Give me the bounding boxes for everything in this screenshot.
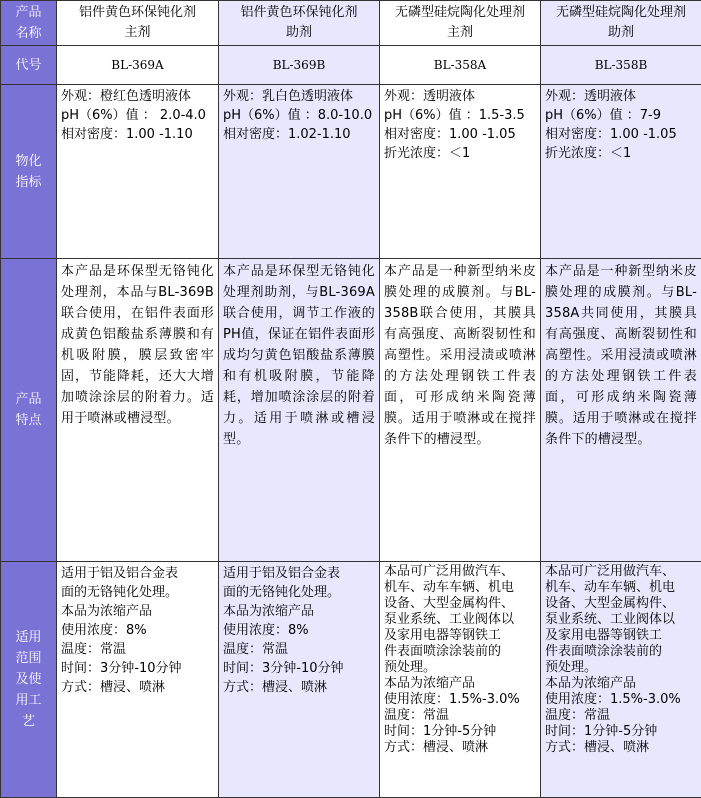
property-line: 外观：透明液体 [384, 89, 476, 104]
usage-cell [541, 562, 701, 798]
row-product-name [1, 1, 701, 46]
row-header-line: 名称 [15, 26, 42, 41]
row-header-features [1, 259, 57, 562]
property-line: pH（6%）值 ：7-9 [545, 108, 662, 123]
usage-line: 本品可广泛用做汽车、 [545, 564, 676, 579]
usage-line: 本品为浓缩产品 [384, 676, 476, 691]
row-header-line: 指标 [15, 174, 42, 190]
usage-line: 本品为浓缩产品 [223, 604, 315, 619]
features-cell [541, 259, 701, 562]
product-name-line: 助剂 [285, 25, 312, 40]
usage-line: 本品可广泛用做汽车、 [384, 564, 515, 579]
usage-line: 时间：3分钟-10分钟 [61, 661, 182, 676]
product-name-line: 主剂 [124, 25, 151, 40]
property-line: 折光浓度：＜1 [384, 146, 471, 161]
property-line: pH（6%）值 ： 2.0-4.0 [61, 108, 206, 123]
usage-line: 温度：常温 [545, 708, 611, 723]
properties-cell [57, 85, 219, 259]
features-cell [219, 259, 380, 562]
row-code [1, 46, 701, 85]
product-name-cell [541, 1, 701, 46]
product-name-line: 铝件黄色环保钝化剂 [240, 5, 358, 20]
usage-line: 设备、大型金属构件、 [545, 596, 676, 611]
usage-line: 预处理。 [545, 660, 598, 675]
usage-line: 温度：常温 [384, 708, 450, 723]
usage-line: 及家用电器等钢铁工 [384, 628, 502, 643]
product-name-line: 铝件黄色环保钝化剂 [78, 5, 196, 20]
property-line: 相对密度：1.00 -1.10 [61, 127, 193, 142]
usage-line: 本品为浓缩产品 [61, 604, 153, 619]
properties-cell [219, 85, 380, 259]
usage-line: 时间：3分钟-10分钟 [223, 661, 344, 676]
usage-line: 方式：槽浸、喷淋 [61, 680, 166, 695]
usage-line: 预处理。 [384, 660, 437, 675]
product-name-cell [57, 1, 219, 46]
row-header-line: 物化 [15, 153, 42, 169]
row-properties [1, 85, 701, 259]
usage-line: 机车、动车车辆、机电 [384, 580, 515, 595]
usage-line: 泵业系统、工业阀体以 [545, 612, 676, 627]
usage-line: 温度：常温 [223, 642, 289, 657]
usage-line: 面的无铬钝化处理。 [223, 585, 341, 600]
row-header-line: 用工 [15, 693, 42, 708]
usage-line: 使用浓度：1.5%-3.0% [545, 692, 681, 707]
row-header-line: 适用 [15, 630, 42, 645]
usage-line: 方式：槽浸、喷淋 [384, 740, 489, 755]
usage-line: 方式：槽浸、喷淋 [545, 740, 650, 755]
usage-cell [57, 562, 219, 798]
feature-text: 本产品是环保型无铬钝化处理剂助剂，与BL-369A联合使用，调节工作液的PH值，保证在铝件表面形成均匀黄色铝酸盐系薄膜和有机吸附膜，节能降耗，增加喷涂涂层的附着力。适用于喷淋或槽浸型。 [223, 264, 375, 447]
feature-text: 本产品是一种新型纳米皮膜处理的成膜剂。与BL-358B联合使用，其膜具有高强度、高断裂韧性和高塑性。采用浸渍或喷淋的方法处理钢铁工件表面，可形成纳米陶瓷薄膜。适用于喷淋或在搅拌条件下的槽浸型。 [384, 264, 536, 447]
property-line: 折光浓度：＜1 [545, 146, 632, 161]
usage-line: 件表面喷涂涂装前的 [545, 644, 663, 659]
usage-line: 本品为浓缩产品 [545, 676, 637, 691]
properties-cell [541, 85, 701, 259]
features-cell [57, 259, 219, 562]
usage-line: 适用于铝及铝合金表 [223, 566, 341, 581]
row-usage [1, 562, 701, 798]
usage-line: 使用浓度：8% [61, 623, 147, 638]
product-name-line: 无磷型硅烷陶化处理剂 [555, 5, 686, 20]
property-line: pH（6%）值 ：8.0-10.0 [223, 108, 373, 123]
property-line: 外观：透明液体 [545, 89, 637, 104]
usage-line: 泵业系统、工业阀体以 [384, 612, 515, 627]
row-header-properties [1, 85, 57, 259]
usage-line: 机车、动车车辆、机电 [545, 580, 676, 595]
product-name-cell [219, 1, 380, 46]
property-line: 相对密度：1.02-1.10 [223, 127, 351, 142]
usage-line: 温度：常温 [61, 642, 127, 657]
row-header-line: 艺 [21, 714, 35, 729]
product-name-line: 无磷型硅烷陶化处理剂 [394, 5, 525, 20]
row-header-line: 范围 [15, 651, 42, 666]
product-code: BL-358B [541, 46, 701, 85]
property-line: 外观：乳白色透明液体 [223, 89, 354, 104]
usage-line: 时间：1分钟-5分钟 [384, 724, 497, 739]
properties-cell [380, 85, 541, 259]
feature-text: 本产品是环保型无铬钝化处理剂，本品与BL-369B联合使用，在铝件表面形成黄色铝酸盐系薄膜和有机吸附膜，膜层致密牢固，节能降耗，还大大增加喷涂涂层的附着力。适用于喷淋或槽浸型。 [61, 264, 214, 426]
property-line: 相对密度：1.00 -1.05 [545, 127, 677, 142]
usage-line: 使用浓度：1.5%-3.0% [384, 692, 520, 707]
product-code: BL-358A [380, 46, 541, 85]
row-header-usage [1, 562, 57, 798]
row-header-line: 及使 [15, 672, 42, 687]
row-features [1, 259, 701, 562]
product-name-line: 助剂 [607, 25, 634, 40]
usage-line: 设备、大型金属构件、 [384, 596, 515, 611]
product-name-line: 主剂 [446, 25, 473, 40]
product-code: BL-369B [219, 46, 380, 85]
row-header-line: 特点 [15, 413, 42, 428]
row-header-line: 产品 [15, 392, 42, 407]
usage-line: 时间：1分钟-5分钟 [545, 724, 658, 739]
usage-line: 使用浓度：8% [223, 623, 309, 638]
usage-line: 面的无铬钝化处理。 [61, 585, 179, 600]
product-name-cell [380, 1, 541, 46]
row-header-code [1, 46, 57, 85]
usage-line: 件表面喷涂涂装前的 [384, 644, 502, 659]
feature-text: 本产品是一种新型纳米皮膜处理的成膜剂。与BL-358A共同使用，其膜具有高强度、高断裂韧性和高塑性。采用浸渍或喷淋的方法处理钢铁工件表面，可形成纳米陶瓷薄膜。适用于喷淋或在搅拌条件下的槽浸型。 [545, 264, 697, 447]
property-line: pH（6%）值 ：1.5-3.5 [384, 108, 525, 123]
usage-cell [219, 562, 380, 798]
usage-line: 适用于铝及铝合金表 [61, 566, 179, 581]
usage-line: 及家用电器等钢铁工 [545, 628, 663, 643]
property-line: 外观：橙红色透明液体 [61, 89, 192, 104]
property-line: 相对密度：1.00 -1.05 [384, 127, 516, 142]
usage-line: 方式：槽浸、喷淋 [223, 680, 328, 695]
row-header-line: 代号 [15, 57, 42, 73]
row-header-line: 产品 [15, 5, 42, 20]
usage-cell [380, 562, 541, 798]
row-header-product-name [1, 1, 57, 46]
features-cell [380, 259, 541, 562]
product-code: BL-369A [57, 46, 219, 85]
